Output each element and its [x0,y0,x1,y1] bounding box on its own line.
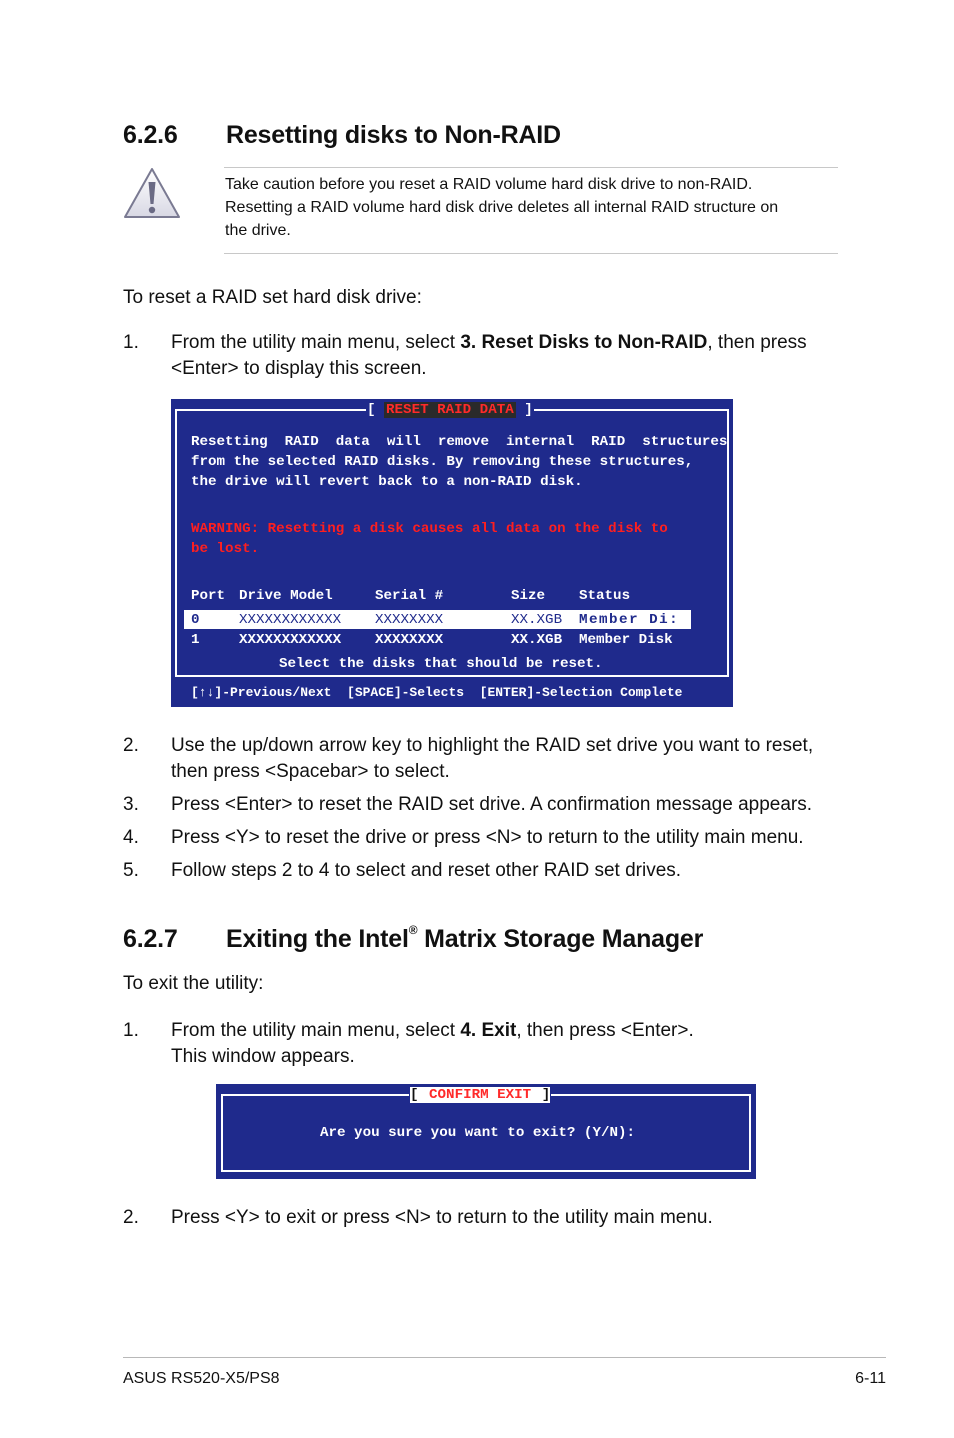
step-text-post: , then press [707,332,807,353]
disk-row-size[interactable]: XX.XGB [511,612,563,628]
step-text-line2: <Enter> to display this screen. [171,358,427,379]
caution-line: Take caution before you reset a RAID volume hard disk drive to non-RAID. [225,176,753,193]
step-text: Follow steps 2 to 4 to select and reset other RAID set drives. [171,860,682,881]
footer-product: ASUS RS520-X5/PS8 [123,1370,280,1387]
screen-title-text: RESET RAID DATA [386,402,514,418]
section-heading-627 [123,925,823,957]
caution-line: the drive. [225,222,291,239]
section-heading-626 [123,121,823,153]
description-line: the drive will revert back to a non-RAID disk. [191,474,583,490]
title-bracket: ] [533,1087,551,1103]
disk-row-serial[interactable]: XXXXXXXX [375,632,444,648]
disk-row-serial[interactable]: XXXXXXXX [375,612,444,628]
step-4 [123,825,843,851]
step-text [171,1018,694,1070]
menu-option-bold: 4. Exit [460,1020,517,1041]
step-3 [123,792,843,818]
step-number: 2. [123,735,139,756]
step-text [171,733,813,785]
intro-text: To reset a RAID set hard disk drive: [123,287,422,308]
step-text-pre: From the utility main menu, select [171,1020,461,1041]
section-title [226,925,703,954]
disk-row-port[interactable]: 1 [191,632,200,648]
step-text: Press <Y> to reset the drive or press <N> to return to the utility main menu. [171,827,804,848]
column-header-size: Size [511,588,546,604]
caution-top-rule [224,167,838,168]
exit-step-1 [123,1018,843,1070]
step-number: 1. [123,332,139,353]
disk-row-status[interactable]: Member Disk [579,632,673,648]
step-number: 2. [123,1207,139,1228]
screen-title [409,1087,551,1103]
title-bracket: [ [367,402,385,418]
disk-row-size[interactable]: XX.XGB [511,632,563,648]
screen-title-text: CONFIRM EXIT [429,1087,532,1103]
caution-text [225,173,835,242]
step-text [171,330,807,382]
step-text-pre: From the utility main menu, select [171,332,461,353]
section-number: 6.2.6 [123,121,178,149]
description-line: from the selected RAID disks. By removing these structures, [191,454,694,470]
disk-row-status[interactable]: Member Di: [579,612,680,628]
caution-icon [122,165,182,221]
exit-intro-text: To exit the utility: [123,973,264,994]
exit-question[interactable]: Are you sure you want to exit? (Y/N): [320,1125,636,1141]
step-1 [123,330,843,382]
column-header-serial: Serial # [375,588,444,604]
footer-rule [123,1357,886,1358]
disk-row-model[interactable]: XXXXXXXXXXXX [239,632,342,648]
section-title-post: Matrix Storage Manager [417,925,704,953]
warning-line: be lost. [191,541,260,557]
step-text: Press <Enter> to reset the RAID set drive. A confirmation message appears. [171,794,813,815]
caution-bottom-rule [224,253,838,254]
section-title: Resetting disks to Non-RAID [226,121,561,149]
step-text-line2: then press <Spacebar> to select. [171,761,450,782]
screen-title [366,402,534,418]
step-text-post: , then press <Enter>. [516,1020,694,1041]
registered-mark: ® [408,923,418,937]
confirm-exit-screen [216,1084,756,1179]
column-header-model: Drive Model [239,588,333,604]
step-text-line1: Use the up/down arrow key to highlight the RAID set drive you want to reset, [171,735,814,756]
prompt-line: Select the disks that should be reset. [279,656,603,672]
disk-row-model[interactable]: XXXXXXXXXXXX [239,612,342,628]
menu-option-bold: 3. Reset Disks to Non-RAID [460,332,708,353]
column-header-status: Status [579,588,631,604]
reset-raid-data-screen [171,399,733,707]
step-text-line2: This window appears. [171,1046,355,1067]
column-header-port: Port [191,588,226,604]
caution-line: Resetting a RAID volume hard disk drive deletes all internal RAID structure on [225,199,779,216]
step-number: 1. [123,1020,139,1041]
section-title-pre: Exiting the Intel [226,925,409,953]
section-number: 6.2.7 [123,925,178,953]
description-line: Resetting RAID data will remove internal RAID structures [191,434,728,450]
step-5 [123,858,843,884]
step-2 [123,733,843,785]
disk-row-port[interactable]: 0 [191,612,200,628]
title-bracket: ] [515,402,533,418]
step-number: 3. [123,794,139,815]
key-help-bar: [↑↓]-Previous/Next [SPACE]-Selects [ENTER]-Selection Complete [191,685,683,700]
step-number: 5. [123,860,139,881]
exit-step-2 [123,1205,843,1231]
step-text: Press <Y> to exit or press <N> to return to the utility main menu. [171,1207,713,1228]
title-bracket: [ [410,1087,428,1103]
step-number: 4. [123,827,139,848]
footer-page-number: 6-11 [855,1370,886,1387]
warning-line: WARNING: Resetting a disk causes all data on the disk to [191,521,668,537]
